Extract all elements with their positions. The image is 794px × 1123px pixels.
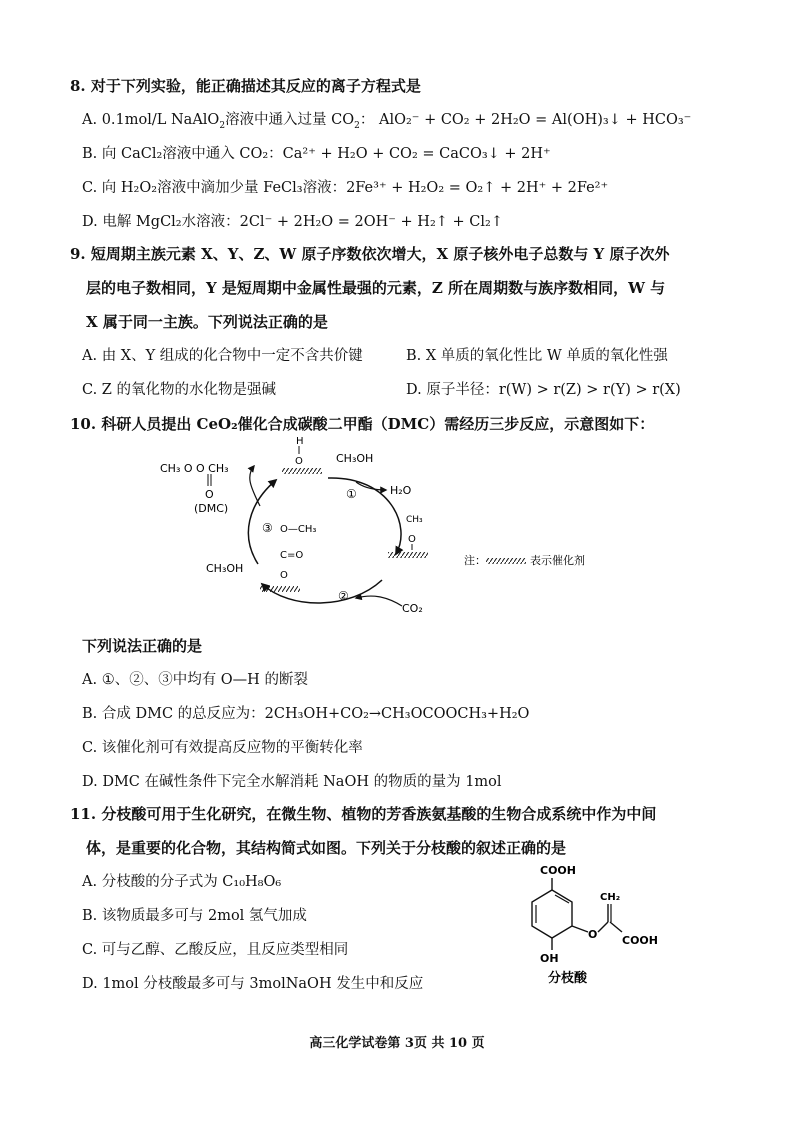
co2-label: CO₂ bbox=[402, 602, 423, 615]
q8-option-a: A. 0.1mol/L NaAlO$_2$溶液中通入过量 $CO_2$： AlO₂⁻ + CO₂ + 2H₂O = Al(OH)₃↓ + HCO₃⁻ bbox=[82, 112, 692, 131]
dmc-carbonyl-o: O bbox=[205, 488, 214, 501]
q8-option-c: C. 向 H₂O₂溶液中滴加少量 FeCl₃溶液：2Fe³⁺ + H₂O₂ = O₂↑ + 2H⁺ + 2Fe²⁺ bbox=[82, 180, 609, 196]
legend-note-text: 表示催化剂 bbox=[530, 554, 585, 567]
catalyst-surface-bottom bbox=[260, 586, 300, 592]
q10-option-a: A. ①、②、③中均有 O—H 的断裂 bbox=[82, 672, 308, 688]
q11-stem-line1: 11. 分枝酸可用于生化研究，在微生物、植物的芳香族氨基酸的生物合成系统中作为中间 bbox=[70, 805, 657, 823]
top-h-label: H bbox=[296, 436, 304, 447]
q8-a-eq: ： AlO₂⁻ + CO₂ + 2H₂O = Al(OH)₃↓ + HCO₃⁻ bbox=[359, 112, 692, 128]
q10-option-b: B. 合成 DMC 的总反应为：2CH₃OH+CO₂→CH₃OCOOCH₃+H₂O bbox=[82, 706, 530, 722]
q11-option-d: D. 1mol 分枝酸最多可与 3molNaOH 发生中和反应 bbox=[82, 976, 424, 992]
q10-option-d: D. DMC 在碱性条件下完全水解消耗 NaOH 的物质的量为 1mol bbox=[82, 774, 502, 790]
step3-label: ③ bbox=[262, 521, 273, 535]
q9-stem-line3: X 属于同一主族。下列说法正确的是 bbox=[86, 313, 328, 331]
struct-cooh-top: COOH bbox=[540, 864, 576, 877]
q8-a-mid: 溶液中通入过量 CO bbox=[225, 112, 355, 128]
catalyst-surface-top bbox=[282, 468, 322, 474]
ch3oh-top: CH₃OH bbox=[336, 452, 374, 465]
q9-option-a: A. 由 X、Y 组成的化合物中一定不含共价键 bbox=[82, 348, 363, 364]
dmc-formula: CH₃ O O CH₃ bbox=[160, 462, 229, 475]
legend-note-prefix: 注： bbox=[464, 554, 486, 567]
q11-option-a: A. 分枝酸的分子式为 C₁₀H₈O₆ bbox=[82, 874, 282, 890]
dmc-label: (DMC) bbox=[194, 502, 229, 515]
q8-stem: 8. 对于下列实验，能正确描述其反应的离子方程式是 bbox=[70, 77, 421, 95]
q10-option-c: C. 该催化剂可有效提高反应物的平衡转化率 bbox=[82, 740, 363, 756]
q9-stem-line1: 9. 短周期主族元素 X、Y、Z、W 原子序数依次增大，X 原子核外电子总数与 Y 原子次外 bbox=[70, 245, 670, 263]
h2o-label: H₂O bbox=[390, 484, 412, 497]
struct-oh: OH bbox=[540, 952, 559, 965]
bottom-o-label: O bbox=[280, 570, 288, 581]
struct-ring bbox=[532, 890, 572, 938]
struct-bond-o bbox=[572, 926, 588, 932]
struct-bond-c bbox=[598, 922, 608, 932]
right-o-label: O bbox=[408, 534, 416, 545]
q9-stem-line2: 层的电子数相同，Y 是短周期中金属性最强的元素，Z 所在周期数与族序数相同，W 与 bbox=[86, 279, 666, 297]
q8-option-b: B. 向 CaCl₂溶液中通入 CO₂：Ca²⁺ + H₂O + CO₂ = CaCO₃↓ + 2H⁺ bbox=[82, 146, 551, 162]
q8-option-d: D. 电解 MgCl₂水溶液：2Cl⁻ + 2H₂O = 2OH⁻ + H₂↑ + Cl₂↑ bbox=[82, 214, 503, 230]
struct-o: O bbox=[588, 928, 598, 941]
q10-prompt: 下列说法正确的是 bbox=[82, 637, 203, 655]
q8-a-pre: A. 0.1mol/L NaAlO bbox=[82, 112, 220, 128]
q11-structure-diagram bbox=[500, 860, 670, 988]
step1-label: ① bbox=[346, 487, 357, 501]
page-footer: 高三化学试卷第 3页 共 10 页 bbox=[309, 1036, 485, 1051]
step2-label: ② bbox=[338, 589, 349, 603]
legend-catalyst-swatch bbox=[486, 558, 526, 564]
o-ch3-label: O—CH₃ bbox=[280, 524, 317, 535]
struct-name: 分枝酸 bbox=[548, 971, 588, 986]
q10-stem: 10. 科研人员提出 CeO₂催化合成碳酸二甲酯（DMC）需经历三步反应，示意图如下： bbox=[70, 415, 655, 433]
q11-option-c: C. 可与乙醇、乙酸反应，且反应类型相同 bbox=[82, 942, 349, 958]
catalyst-surface-right bbox=[388, 552, 428, 558]
struct-ch2: CH₂ bbox=[600, 892, 621, 903]
q10-reaction-diagram bbox=[150, 436, 650, 616]
ch3oh-left: CH₃OH bbox=[206, 562, 244, 575]
struct-bond-cooh-right bbox=[610, 922, 622, 932]
right-ch3-label: CH₃ bbox=[406, 515, 423, 525]
co2-arrow bbox=[356, 596, 402, 606]
top-o-label: O bbox=[295, 456, 303, 467]
struct-cooh-right: COOH bbox=[622, 934, 658, 947]
q11-option-b: B. 该物质最多可与 2mol 氢气加成 bbox=[82, 908, 307, 924]
q9-option-c: C. Z 的氧化物的水化物是强碱 bbox=[82, 382, 276, 398]
q11-stem-line2: 体，是重要的化合物，其结构简式如图。下列关于分枝酸的叙述正确的是 bbox=[86, 839, 567, 857]
q9-option-b: B. X 单质的氧化性比 W 单质的氧化性强 bbox=[406, 348, 668, 364]
c-eq-o-label: C=O bbox=[280, 550, 304, 561]
q9-option-d: D. 原子半径：r(W) > r(Z) > r(Y) > r(X) bbox=[406, 382, 681, 398]
